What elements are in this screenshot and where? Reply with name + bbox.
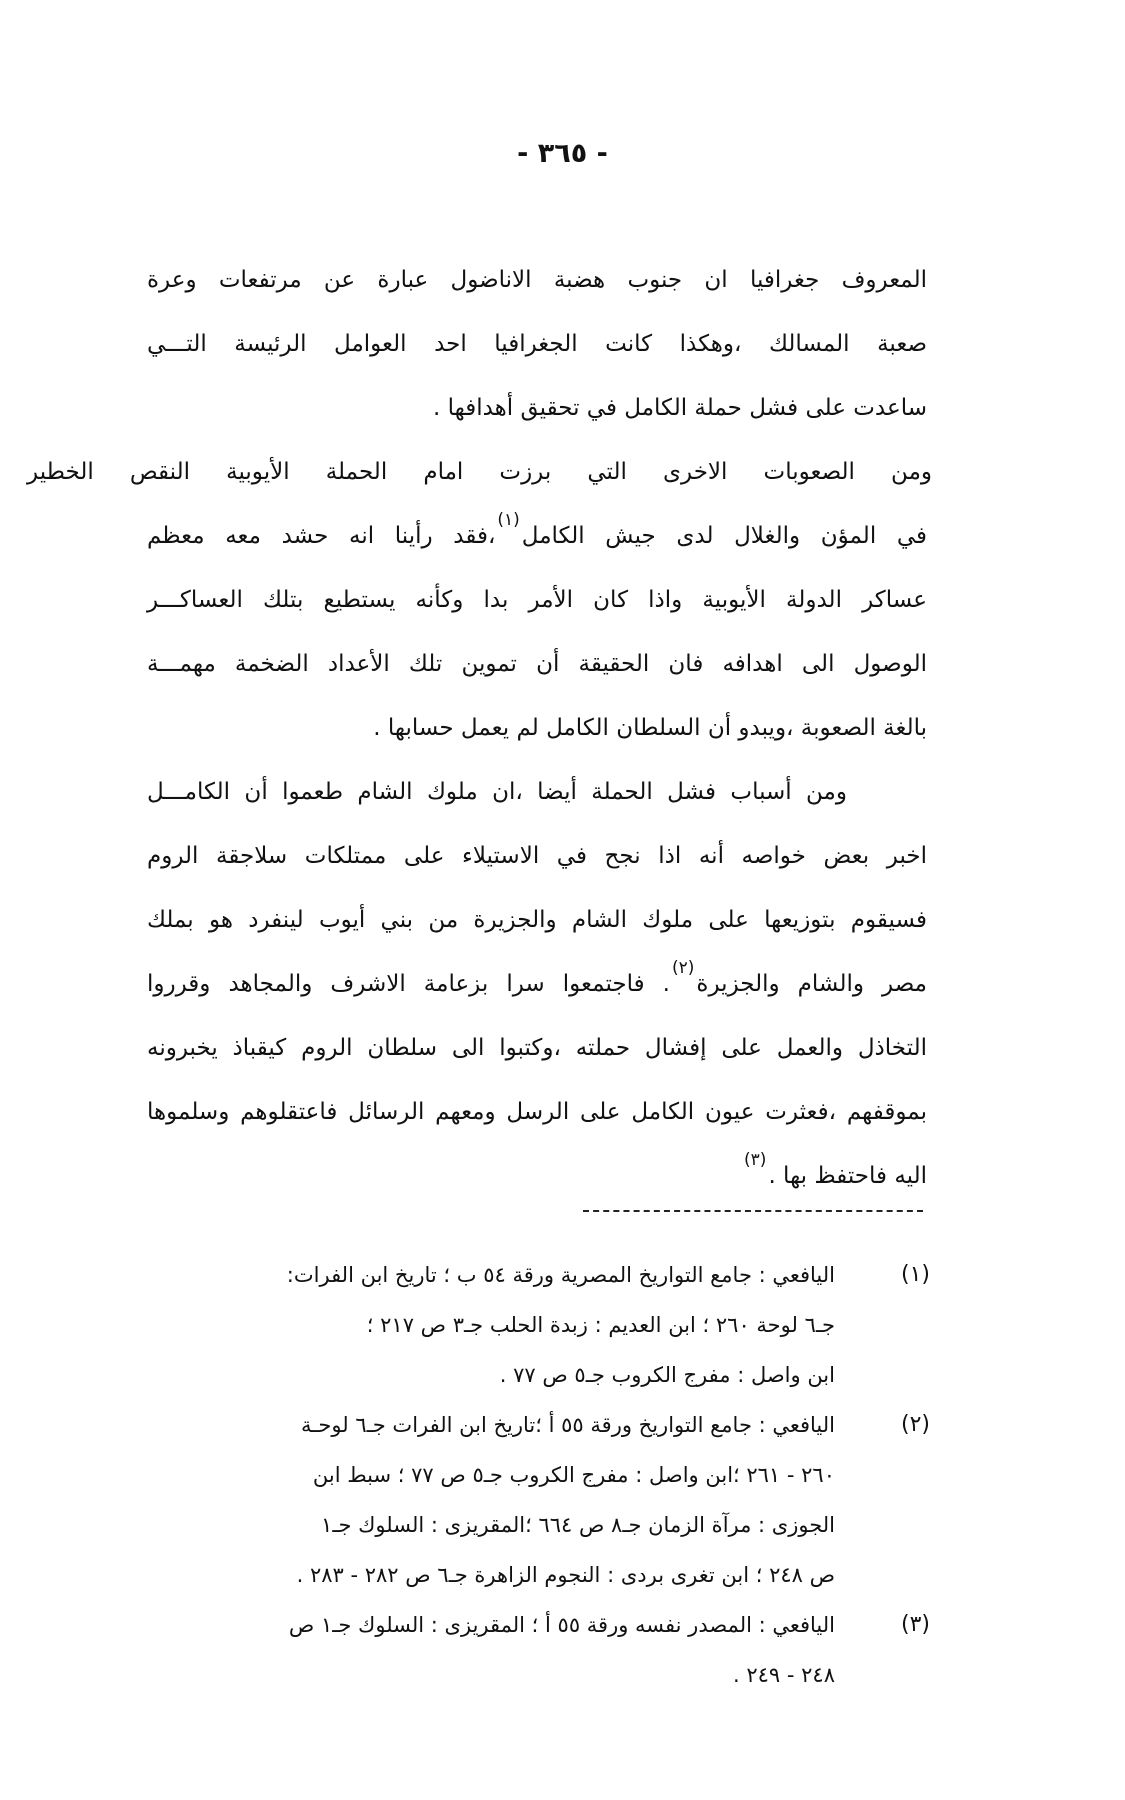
text-line: فسيقوم بتوزيعها على ملوك الشام والجزيرة من بني أيوب لينفرد هو بملك [147,907,927,933]
footnote-line: ٢٦٠ - ٢٦١ ؛ابن واصل : مفرج الكروب جـ٥ ص ٧٧ ؛ سبط ابن [312,1463,835,1487]
footnote-label: (٢) [900,1412,930,1437]
footnote-2 [70,1400,930,1600]
text-line: اخبر بعض خواصه أنه اذا نجح في الاستيلاء على ممتلكات سلاجقة الروم [147,843,927,869]
footnote-label: (٣) [900,1612,930,1637]
footnote-line: الجوزى : مرآة الزمان جـ٨ ص ٦٦٤ ؛المقريزى : السلوك جـ١ [321,1513,835,1537]
text-segment: في المؤن والغلال لدى جيش الكامل [521,523,927,549]
text-line: بموقفهم ،فعثرت عيون الكامل على الرسل ومعهم الرسائل فاعتقلوهم وسلموها [147,1099,927,1125]
main-text [27,248,932,1208]
text-line: بالغة الصعوبة ،ويبدو أن السلطان الكامل لم يعمل حسابها . [373,715,927,741]
text-line-with-note [147,504,927,568]
text-segment: . فاجتمعوا سرا بزعامة الاشرف والمجاهد وقرروا [147,971,670,997]
footnotes [70,1250,930,1700]
footnote-line: اليافعي : جامع التواريخ ورقة ٥٥ أ ؛تاريخ ابن الفرات جـ٦ لوحـة [301,1413,835,1437]
text-line: ومن الصعوبات الاخرى التي برزت امام الحملة الأيوبية النقص الخطير [27,459,932,485]
footnote-line: اليافعي : المصدر نفسه ورقة ٥٥ أ ؛ المقريزى : السلوك جـ١ ص [288,1613,835,1637]
page-number: - ٣٦٥ - [517,138,608,169]
footnote-reference: (٣) [744,1150,767,1170]
text-line: المعروف جغرافيا ان جنوب هضبة الاناضول عبارة عن مرتفعات وعرة [147,267,927,293]
footnote-line: ص ٢٤٨ ؛ ابن تغرى بردى : النجوم الزاهرة جـ٦ ص ٢٨٢ - ٢٨٣ . [296,1563,835,1587]
text-line-with-note [147,1144,927,1208]
footnote-reference: (٢) [672,958,695,978]
text-segment: اليه فاحتفظ بها . [768,1163,927,1189]
text-line: التخاذل والعمل على إفشال حملته ،وكتبوا الى سلطان الروم كيقباذ يخبرونه [147,1035,927,1061]
text-line: صعبة المسالك ،وهكذا كانت الجغرافيا احد العوامل الرئيسة التـــي [147,331,927,357]
footnote-line: اليافعي : جامع التواريخ المصرية ورقة ٥٤ ب ؛ تاريخ ابن الفرات: [286,1263,835,1287]
text-segment: مصر والشام والجزيرة [696,971,927,997]
text-line: ومن أسباب فشل الحملة أيضا ،ان ملوك الشام طعموا أن الكامـــل [147,779,847,805]
text-segment: ،فقد رأينا انه حشد معه معظم [147,523,496,549]
footnote-label: (١) [900,1262,930,1287]
footnote-separator [583,1210,923,1212]
footnote-1 [70,1250,930,1400]
text-line: الوصول الى اهدافه فان الحقيقة أن تموين تلك الأعداد الضخمة مهمـــة [147,651,927,677]
footnote-line: جـ٦ لوحة ٢٦٠ ؛ ابن العديم : زبدة الحلب جـ٣ ص ٢١٧ ؛ [366,1313,835,1337]
footnote-line: ٢٤٨ - ٢٤٩ . [733,1663,835,1687]
footnote-line: ابن واصل : مفرج الكروب جـ٥ ص ٧٧ . [499,1363,835,1387]
text-line: عساكر الدولة الأيوبية واذا كان الأمر بدا وكأنه يستطيع بتلك العساكـــر [147,587,927,613]
footnote-3 [70,1600,930,1700]
text-line: ساعدت على فشل حملة الكامل في تحقيق أهدافها . [432,395,927,421]
footnote-reference: (١) [497,510,520,530]
text-line-with-note [147,952,927,1016]
